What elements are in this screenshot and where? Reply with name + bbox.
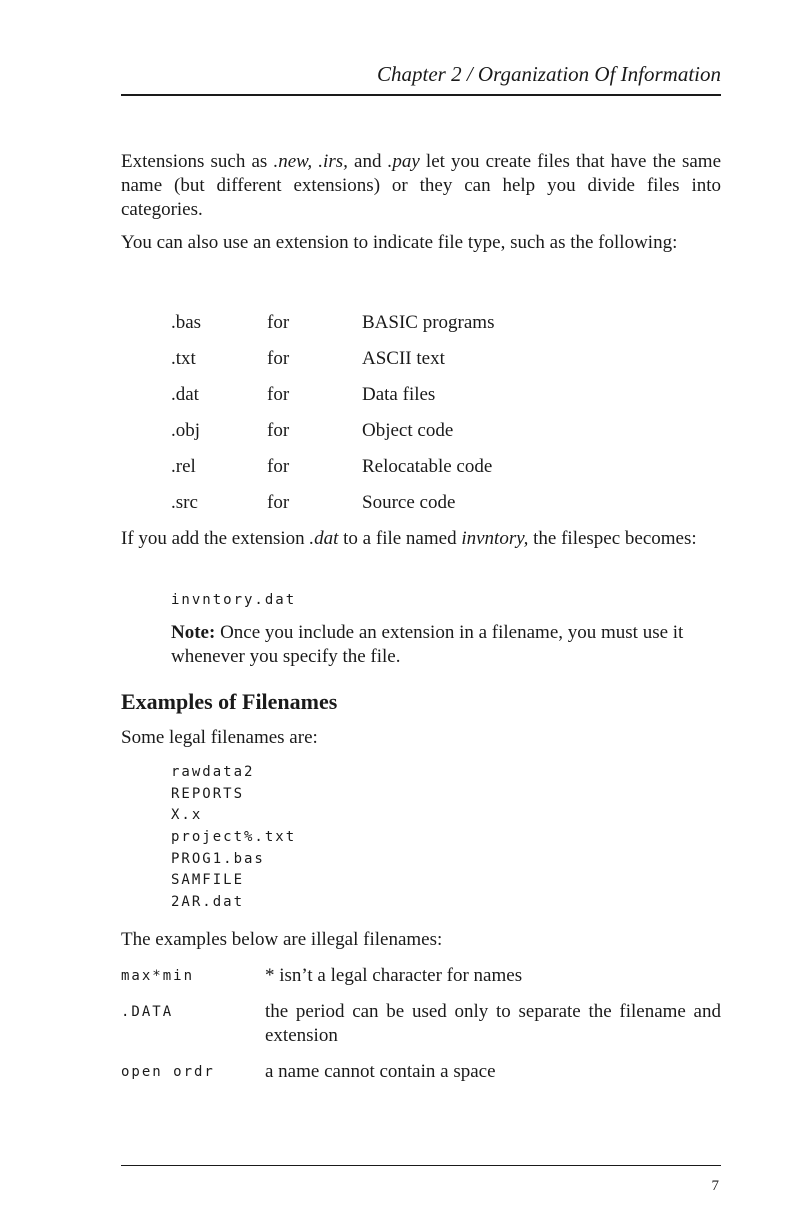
illegal-filename: open ordr [121, 1064, 215, 1080]
filespec-example: invntory.dat [171, 592, 297, 608]
extension-name: .txt [171, 348, 196, 369]
extension-row [171, 491, 731, 515]
page-number: 7 [711, 1178, 719, 1194]
legal-filename: rawdata2 [171, 764, 255, 780]
filename-term: invntory, [461, 528, 529, 549]
extension-description: Source code [362, 492, 456, 513]
extension-term: .irs, [318, 151, 348, 172]
extension-description: BASIC programs [362, 312, 495, 333]
legal-intro: Some legal filenames are: [121, 727, 318, 748]
illegal-reason: a name cannot contain a space [265, 1061, 496, 1082]
section-title: Examples of Filenames [121, 689, 338, 714]
illegal-reason: * isn’t a legal character for names [265, 965, 523, 986]
extension-for: for [267, 312, 290, 333]
extension-description: ASCII text [362, 348, 445, 369]
text-run: let you create files that have the same name (but different extensions) or they can help you divide files into categories. [121, 151, 722, 220]
extension-term: .dat [309, 528, 339, 549]
legal-filename: 2AR.dat [171, 894, 245, 911]
extension-term: .pay [387, 151, 420, 172]
intro-paragraph [121, 150, 721, 222]
note-paragraph [171, 621, 711, 669]
text-run: and [347, 151, 388, 172]
legal-filename: SAMFILE [171, 872, 245, 889]
illegal-intro: The examples below are illegal filenames: [121, 929, 443, 950]
extension-for: for [267, 420, 290, 441]
extension-name: .rel [171, 456, 196, 477]
extension-name: .bas [171, 312, 202, 333]
extension-row [171, 419, 731, 443]
extension-row [171, 311, 731, 335]
text-run: Extensions such as [121, 151, 274, 172]
extension-row [171, 383, 731, 407]
extension-row [171, 347, 731, 371]
legal-filenames-list [171, 762, 296, 914]
illegal-reason: the period can be used only to separate the filename and extension [265, 1001, 721, 1046]
legal-filename: REPORTS [171, 785, 245, 802]
text-run: the filespec becomes: [528, 528, 697, 549]
extension-for: for [267, 348, 290, 369]
text-run: If you add the extension [121, 528, 310, 549]
note-text: Once you include an extension in a filename, you must use it whenever you specify the file. [171, 622, 684, 667]
extension-term: .new, [273, 151, 313, 172]
extension-row [171, 455, 731, 479]
extension-name: .src [171, 492, 198, 513]
footer-rule [121, 1165, 721, 1166]
illegal-filename: .DATA [121, 1004, 174, 1020]
extension-description: Data files [362, 384, 436, 405]
legal-filename: project%.txt [171, 829, 297, 846]
extension-for: for [267, 492, 290, 513]
legal-filename: X.x [171, 807, 203, 824]
header-rule [121, 94, 721, 96]
extension-for: for [267, 384, 290, 405]
extension-name: .obj [171, 420, 201, 441]
file-type-paragraph: You can also use an extension to indicate file type, such as the following: [121, 232, 678, 253]
extension-for: for [267, 456, 290, 477]
running-head: Chapter 2 / Organization Of Information [377, 62, 721, 86]
note-label: Note: [171, 622, 216, 643]
filespec-paragraph [121, 527, 721, 551]
extension-description: Object code [362, 420, 454, 441]
legal-filename: PROG1.bas [171, 850, 265, 867]
extension-description: Relocatable code [362, 456, 493, 477]
text-run: to a file named [338, 528, 462, 549]
extension-name: .dat [171, 384, 199, 405]
illegal-filename: max*min [121, 968, 195, 984]
